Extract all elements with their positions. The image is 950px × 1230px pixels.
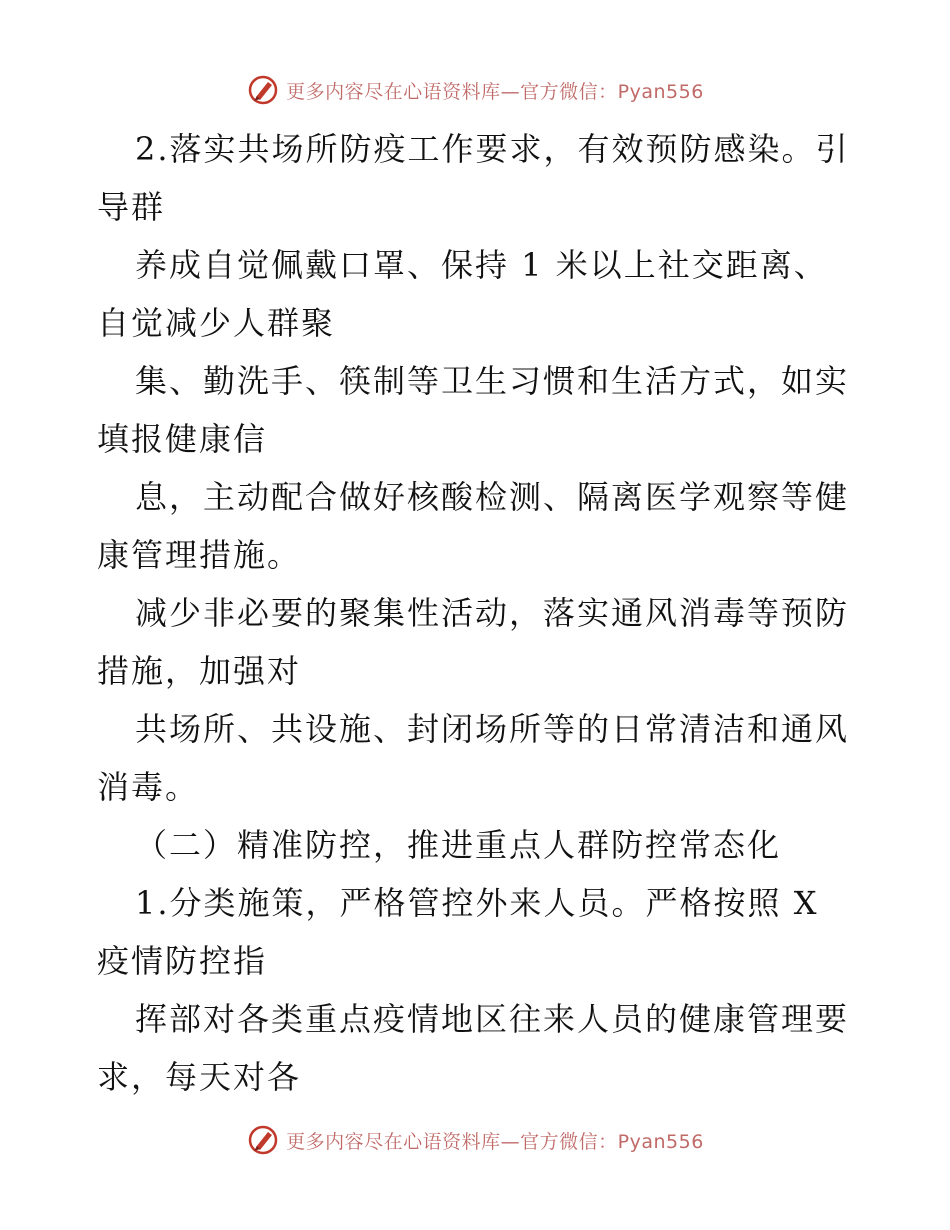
text-line: 自觉减少人群聚 <box>97 304 336 342</box>
text-line: 求，每天对各 <box>97 1058 302 1096</box>
text-line: 2.落实共场所防疫工作要求，有效预防感染。引 <box>135 130 850 168</box>
text-line: 挥部对各类重点疫情地区往来人员的健康管理要 <box>135 1000 850 1038</box>
watermark-text: 更多内容尽在心语资料库—官方微信：Pyan556 <box>286 80 704 103</box>
watermark-text: 更多内容尽在心语资料库—官方微信：Pyan556 <box>286 1130 704 1153</box>
text-line: 减少非必要的聚集性活动，落实通风消毒等预防 <box>135 594 850 632</box>
document-body <box>97 120 857 1106</box>
text-line: 导群 <box>97 188 166 226</box>
text-line: 集、勤洗手、筷制等卫生习惯和生活方式，如实 <box>135 362 850 400</box>
text-line: 康管理措施。 <box>97 536 302 574</box>
header-watermark <box>0 70 950 110</box>
footer-watermark <box>0 1120 950 1160</box>
text-line: 共场所、共设施、封闭场所等的日常清洁和通风 <box>135 710 850 748</box>
text-line: 消毒。 <box>97 768 200 806</box>
text-line: 1.分类施策，严格管控外来人员。严格按照 X <box>135 884 819 922</box>
pen-logo-icon <box>246 73 280 107</box>
pen-logo-icon <box>246 1123 280 1157</box>
text-line: （二）精准防控，推进重点人群防控常态化 <box>135 826 782 864</box>
text-line: 填报健康信 <box>97 420 268 458</box>
text-line: 息，主动配合做好核酸检测、隔离医学观察等健 <box>135 478 850 516</box>
text-line: 养成自觉佩戴口罩、保持 1 米以上社交距离、 <box>135 246 828 284</box>
text-line: 疫情防控指 <box>97 942 268 980</box>
text-line: 措施，加强对 <box>97 652 302 690</box>
